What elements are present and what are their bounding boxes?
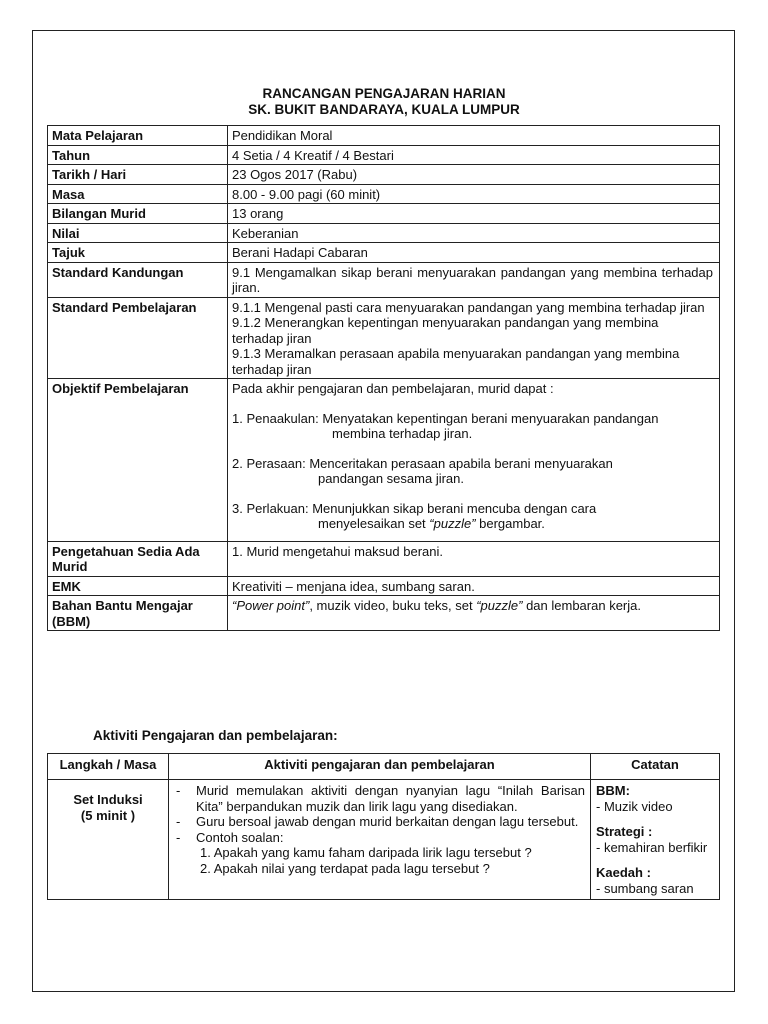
activities-section-title: Aktiviti Pengajaran dan pembelajaran: [93, 728, 338, 743]
list-item [174, 783, 585, 814]
table-row [48, 126, 720, 146]
column-header-activity: Aktiviti pengajaran dan pembelajaran [169, 754, 591, 780]
emk-value: Kreativiti – menjana idea, sumbang saran. [228, 576, 720, 596]
objective-3-em: “puzzle” [429, 516, 476, 531]
bullet-dash: - [176, 829, 181, 845]
bullet-dash: - [176, 814, 181, 829]
table-row [48, 596, 720, 631]
objective-1-line2: membina terhadap jiran. [332, 426, 473, 441]
bbm-em2: “puzzle” [476, 598, 523, 613]
stage-name: Set Induksi [73, 792, 143, 807]
objective-3-line2 [232, 516, 713, 532]
bullet-text: Contoh soalan: [196, 829, 284, 845]
activity-cell [169, 780, 591, 900]
time-label: Masa [48, 184, 228, 204]
bbm-label: Bahan Bantu Mengajar (BBM) [48, 596, 228, 631]
bullet-dash: - [176, 783, 181, 798]
table-row [48, 165, 720, 185]
topic-value: Berani Hadapi Cabaran [228, 243, 720, 263]
objectives-intro: Pada akhir pengajaran dan pembelajaran, murid dapat : [232, 381, 554, 396]
activities-table [47, 753, 720, 900]
notes-method-title: Kaedah : [596, 865, 651, 880]
learning-standard-label: Standard Pembelajaran [48, 297, 228, 379]
objectives-value [228, 379, 720, 542]
emk-label: EMK [48, 576, 228, 596]
notes-method-item: - sumbang saran [596, 880, 694, 896]
learning-standard-item: 9.1.1 Mengenal pasti cara menyuarakan pandangan yang membina terhadap jiran [232, 299, 705, 315]
objective-2-line2: pandangan sesama jiran. [318, 471, 464, 486]
date-label: Tarikh / Hari [48, 165, 228, 185]
table-row [48, 541, 720, 576]
learning-standard-item: 9.1.2 Menerangkan kepentingan menyuarakan pandangan yang membina terhadap jiran [232, 315, 659, 346]
table-row [48, 576, 720, 596]
bbm-value [228, 596, 720, 631]
learning-standard-item: 9.1.3 Meramalkan perasaan apabila menyuarakan pandangan yang membina terhadap jiran [232, 346, 680, 377]
prior-knowledge-label: Pengetahuan Sedia Ada Murid [48, 541, 228, 576]
stage-time: (5 minit ) [80, 807, 136, 823]
subject-label: Mata Pelajaran [48, 126, 228, 146]
bullet-text: Guru bersoal jawab dengan murid berkaitan dengan lagu tersebut. [196, 814, 579, 829]
topic-label: Tajuk [48, 243, 228, 263]
objective-2-line1: 2. Perasaan: Menceritakan perasaan apabila berani menyuarakan [232, 455, 613, 471]
column-header-step: Langkah / Masa [48, 754, 169, 780]
objective-3-pre: menyelesaikan set [318, 516, 430, 531]
table-row [48, 379, 720, 542]
table-row [48, 145, 720, 165]
table-row [48, 262, 720, 297]
bbm-end: dan lembaran kerja. [522, 598, 641, 613]
objective-1-line1: 1. Penaakulan: Menyatakan kepentingan berani menyuarakan pandangan [232, 410, 659, 426]
column-header-notes: Catatan [591, 754, 720, 780]
students-label: Bilangan Murid [48, 204, 228, 224]
objective-3-line1: 3. Perlakuan: Menunjukkan sikap berani mencuba dengan cara [232, 500, 597, 516]
year-label: Tahun [48, 145, 228, 165]
moral-value-label: Nilai [48, 223, 228, 243]
notes-bbm-title: BBM: [596, 783, 630, 798]
list-item [174, 830, 585, 846]
school-name: SK. BUKIT BANDARAYA, KUALA LUMPUR [248, 102, 520, 117]
question-2: 2. Apakah nilai yang terdapat pada lagu tersebut ? [200, 860, 490, 876]
prior-knowledge-value: 1. Murid mengetahui maksud berani. [228, 541, 720, 576]
subject-value: Pendidikan Moral [228, 126, 720, 146]
table-row [48, 243, 720, 263]
table-row [48, 204, 720, 224]
time-value: 8.00 - 9.00 pagi (60 minit) [228, 184, 720, 204]
students-value: 13 orang [228, 204, 720, 224]
table-row [48, 223, 720, 243]
table-header-row [48, 754, 720, 780]
bullet-text: Murid memulakan aktiviti dengan nyanyian lagu “Inilah Barisan Kita” berpandukan muzik dan lirik lagu yang disediakan. [196, 783, 585, 814]
notes-strategy-item: - kemahiran berfikir [596, 839, 708, 855]
notes-bbm-item: - Muzik video [596, 798, 673, 814]
date-value: 23 Ogos 2017 (Rabu) [228, 165, 720, 185]
learning-standard-value [228, 297, 720, 379]
objectives-label: Objektif Pembelajaran [48, 379, 228, 542]
content-standard-label: Standard Kandungan [48, 262, 228, 297]
content-standard-value: 9.1 Mengamalkan sikap berani menyuarakan pandangan yang membina terhadap jiran. [228, 262, 720, 297]
list-item [174, 814, 585, 830]
bbm-em1: “Power point” [232, 598, 310, 613]
stage-cell [48, 780, 169, 900]
document-title: RANCANGAN PENGAJARAN HARIAN [262, 86, 506, 101]
table-row [48, 184, 720, 204]
notes-strategy-title: Strategi : [596, 824, 653, 839]
table-row [48, 780, 720, 900]
lesson-info-table [47, 125, 720, 631]
bbm-mid: , muzik video, buku teks, set [309, 598, 477, 613]
notes-cell [591, 780, 720, 900]
question-1: 1. Apakah yang kamu faham daripada lirik lagu tersebut ? [200, 845, 532, 860]
table-row [48, 297, 720, 379]
moral-value-value: Keberanian [228, 223, 720, 243]
year-value: 4 Setia / 4 Kreatif / 4 Bestari [228, 145, 720, 165]
objective-3-post: bergambar. [475, 516, 545, 531]
